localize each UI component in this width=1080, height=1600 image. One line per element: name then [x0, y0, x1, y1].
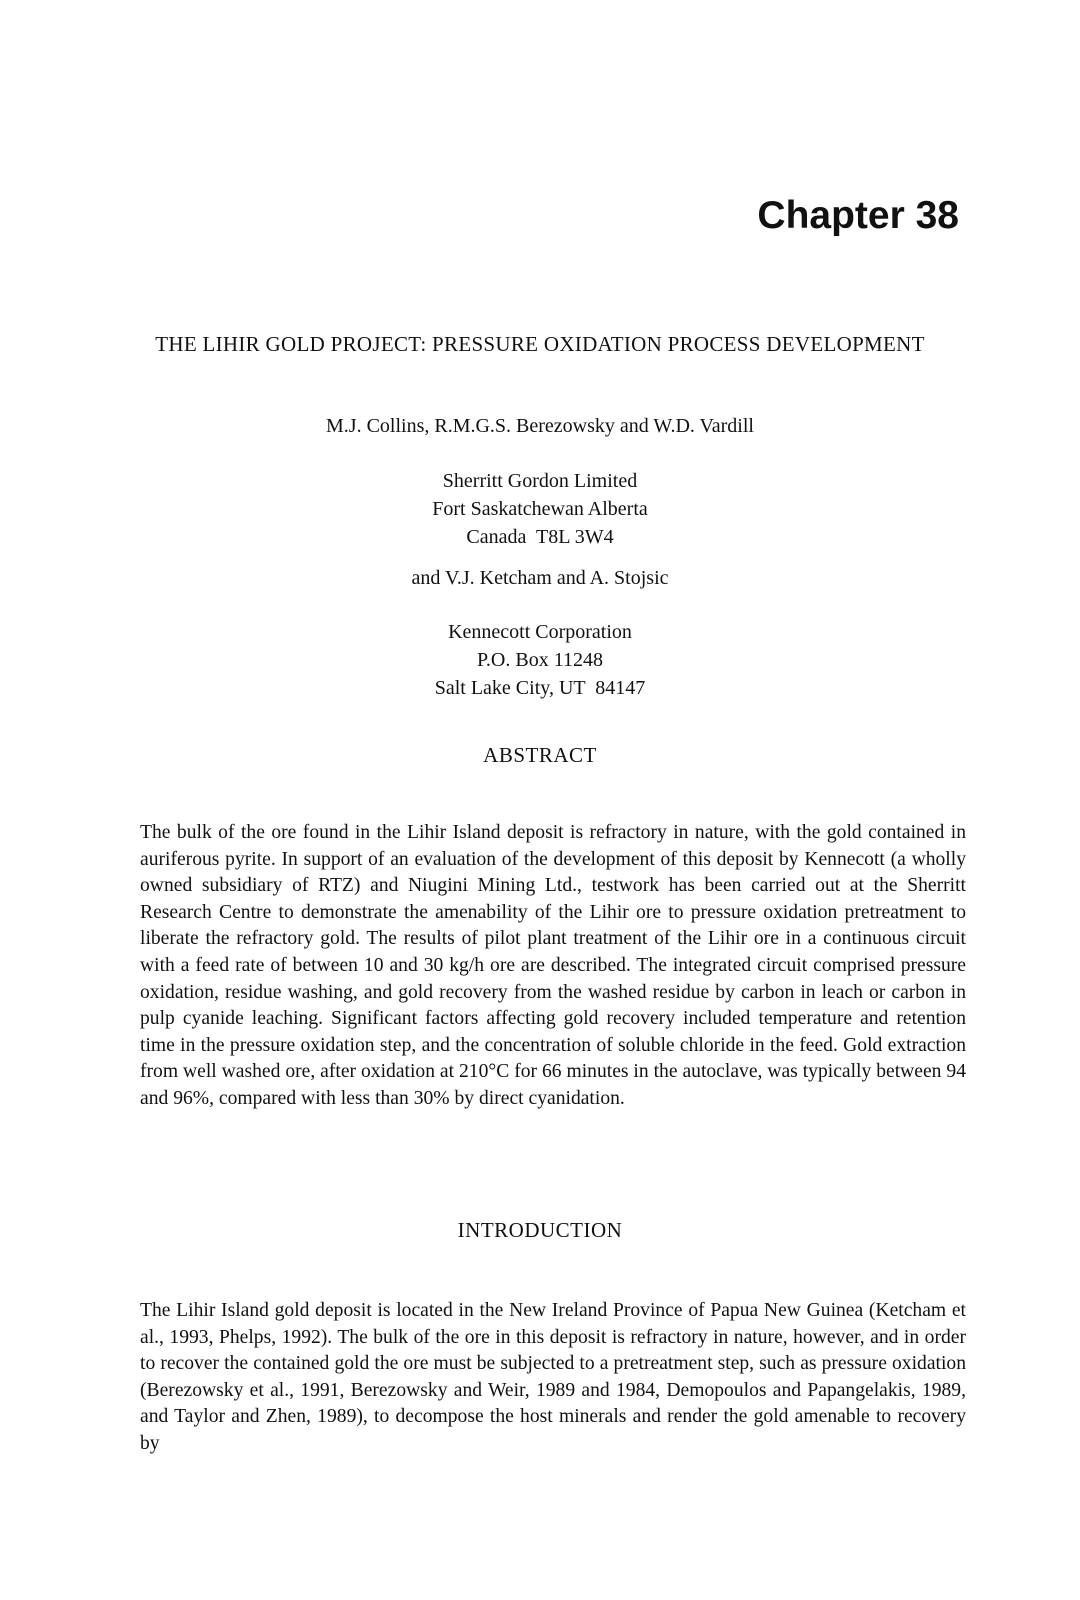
affiliation-line: Canada T8L 3W4: [466, 526, 614, 548]
introduction-paragraph: The Lihir Island gold deposit is located in the New Ireland Province of Papua New Guinea (Ketcham et al., 1993, Phelps, 1992). The bulk of the ore in this deposit is refractory in nature, however, and in order to recover the contained gold the ore must be subjected to a pretreatment step, such as pressure oxidation (Berezowsky et al., 1991, Berezowsky and Weir, 1989 and 1984, Demopoulos and Papangelakis, 1989, and Taylor and Zhen, 1989), to decompose the host minerals and render the gold amenable to recovery by: [140, 1300, 966, 1454]
affiliation-line: Salt Lake City, UT 84147: [434, 677, 646, 699]
abstract-heading: ABSTRACT: [483, 743, 597, 767]
abstract-paragraph: The bulk of the ore found in the Lihir Island deposit is refractory in nature, with the gold contained in auriferous pyrite. In support of an evaluation of the development of this deposit by Kennecott (a wholly owned subsidiary of RTZ) and Niugini Mining Ltd., testwork has been carried out at the Sherritt Research Centre to demonstrate the amenability of the Lihir ore to pressure oxidation pretreatment to liberate the refractory gold. The results of pilot plant treatment of the Lihir ore in a continuous circuit with a feed rate of between 10 and 30 kg/h ore are described. The integrated circuit comprised pressure oxidation, residue washing, and gold recovery from the washed residue by carbon in leach or carbon in pulp cyanide leaching. Significant factors affecting gold recovery included temperature and retention time in the pressure oxidation step, and the concentration of soluble chloride in the feed. Gold extraction from well washed ore, after oxidation at 210°C for 66 minutes in the autoclave, was typically between 94 and 96%, compared with less than 30% by direct cyanidation.: [140, 822, 966, 1109]
introduction-heading: INTRODUCTION: [457, 1218, 623, 1242]
affiliation-line: P.O. Box 11248: [477, 649, 603, 671]
affiliation-line: Kennecott Corporation: [448, 621, 632, 643]
affiliation-primary: [140, 467, 940, 551]
authors-primary: M.J. Collins, R.M.G.S. Berezowsky and W.D. Vardill: [326, 415, 754, 437]
affiliation-secondary: [140, 618, 940, 702]
affiliation-line: Sherritt Gordon Limited: [442, 470, 638, 492]
chapter-number: Chapter 38: [757, 194, 959, 237]
authors-secondary: and V.J. Ketcham and A. Stojsic: [411, 567, 669, 589]
paper-title: THE LIHIR GOLD PROJECT: PRESSURE OXIDATION PROCESS DEVELOPMENT: [155, 332, 925, 356]
affiliation-line: Fort Saskatchewan Alberta: [432, 498, 648, 520]
